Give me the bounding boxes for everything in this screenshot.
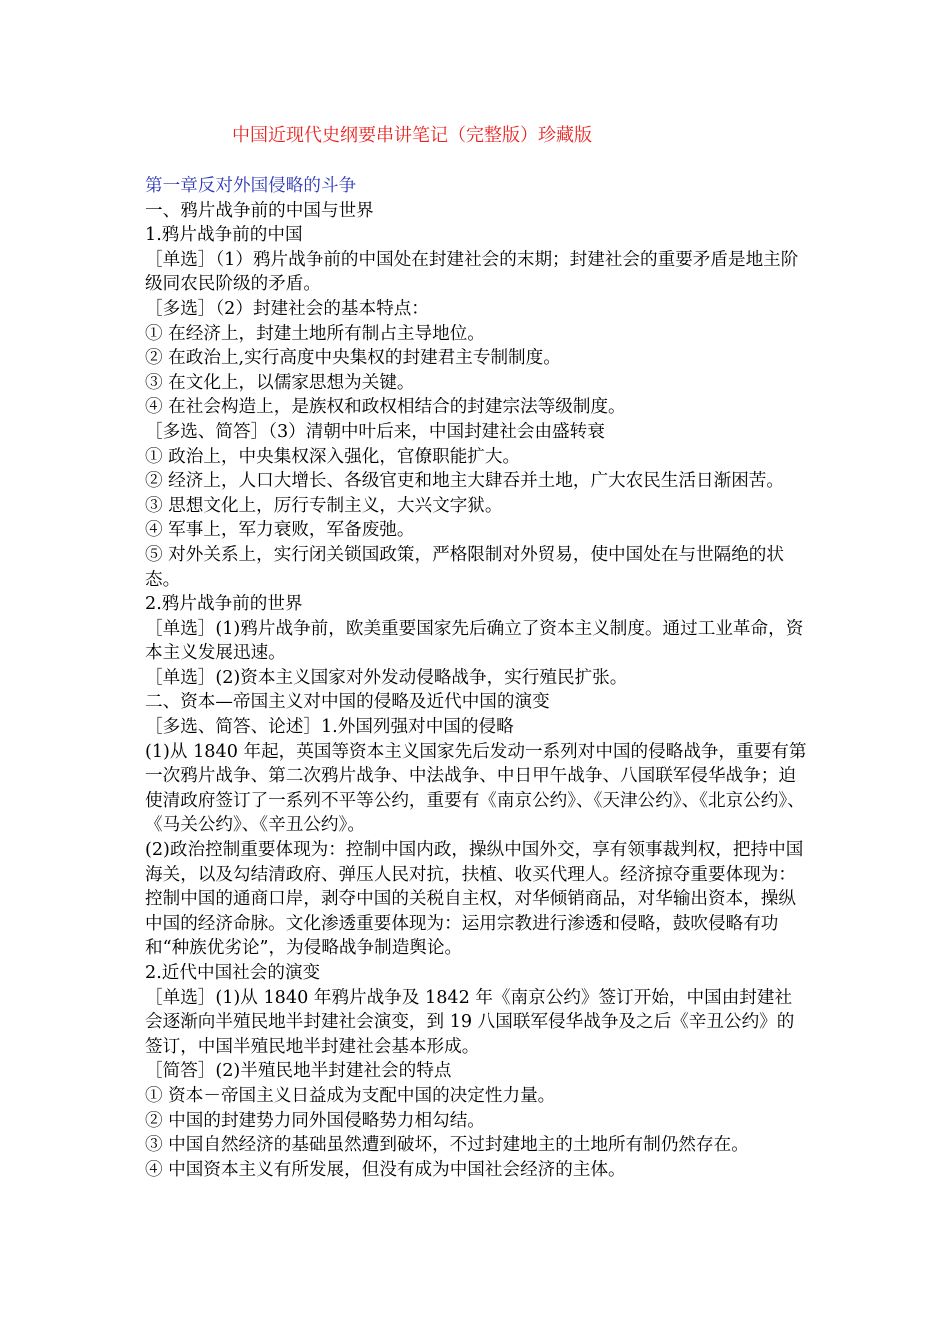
paragraph: ［简答］(2)半殖民地半封建社会的特点 <box>145 1061 452 1082</box>
subsection-heading: 1.鸦片战争前的中国 <box>145 225 303 246</box>
paragraph: ［单选］(1)从 1840 年鸦片战争及 1842 年《南京公约》签订开始，中国由封建社会逐渐向半殖民地半封建社会演变，到 19 八国联军侵华战争及之后《辛丑公约》的签订，中国半殖民地半封建社会基本形成。 <box>145 987 795 1057</box>
paragraph: ［多选、简答、论述］1.外国列强对中国的侵略 <box>145 717 514 738</box>
list-item: ③ 在文化上，以儒家思想为关键。 <box>145 372 415 393</box>
list-item: ② 在政治上,实行高度中央集权的封建君主专制制度。 <box>145 348 561 369</box>
list-item: ③ 中国自然经济的基础虽然遭到破坏，不过封建地主的土地所有制仍然存在。 <box>145 1135 749 1156</box>
subsection-heading: 2.鸦片战争前的世界 <box>145 594 303 615</box>
list-item: ② 经济上，人口大增长、各级官吏和地主大肆吞并土地，广大农民生活日渐困苦。 <box>145 471 784 492</box>
section-heading: 二、资本—帝国主义对中国的侵略及近代中国的演变 <box>145 692 550 713</box>
list-item: ② 中国的封建势力同外国侵略势力相勾结。 <box>145 1110 485 1131</box>
list-item: ① 资本－帝国主义日益成为支配中国的决定性力量。 <box>145 1085 556 1106</box>
list-item: ⑤ 对外关系上，实行闭关锁国政策，严格限制对外贸易，使中国处在与世隔绝的状态。 <box>145 544 784 590</box>
paragraph: ［单选］(2)资本主义国家对外发动侵略战争，实行殖民扩张。 <box>145 667 628 688</box>
list-item: ③ 思想文化上，厉行专制主义，大兴文字狱。 <box>145 495 503 516</box>
section-heading: 一、鸦片战争前的中国与世界 <box>145 200 374 221</box>
list-item: ④ 在社会构造上，是族权和政权相结合的封建宗法等级制度。 <box>145 397 626 418</box>
document-body <box>145 174 809 1182</box>
page-title: 中国近现代史纲要串讲笔记（完整版）珍藏版 <box>232 125 592 146</box>
paragraph: ［单选］(1)鸦片战争前，欧美重要国家先后确立了资本主义制度。通过工业革命，资本主义发展迅速。 <box>145 618 804 664</box>
list-item: ① 在经济上，封建土地所有制占主导地位。 <box>145 323 485 344</box>
list-item: ④ 军事上，军力衰败，军备废弛。 <box>145 520 415 541</box>
chapter-heading: 第一章反对外国侵略的斗争 <box>145 176 357 196</box>
paragraph: ［单选］（1）鸦片战争前的中国处在封建社会的末期；封建社会的重要矛盾是地主阶级同农民阶级的矛盾。 <box>145 249 799 295</box>
paragraph: ［多选］（2）封建社会的基本特点： <box>145 298 429 319</box>
list-item: ① 政治上，中央集权深入强化，官僚职能扩大。 <box>145 446 521 467</box>
paragraph: ［多选、简答］（3）清朝中叶后来，中国封建社会由盛转衰 <box>145 421 605 442</box>
paragraph: (1)从 1840 年起，英国等资本主义国家先后发动一系列对中国的侵略战争，重要有第一次鸦片战争、第二次鸦片战争、中法战争、中日甲午战争、八国联军侵华战争；迫使清政府签订了一系列不平等公约，重要有《南京公约》、《天津公约》、《北京公约》、《马关公约》、《辛丑公约》。 <box>145 741 807 836</box>
list-item: ④ 中国资本主义有所发展，但没有成为中国社会经济的主体。 <box>145 1159 626 1180</box>
subsection-heading: 2.近代中国社会的演变 <box>145 963 321 983</box>
paragraph: (2)政治控制重要体现为：控制中国内政，操纵中国外交，享有领事裁判权，把持中国海关，以及勾结清政府、弹压人民对抗，扶植、收买代理人。经济掠夺重要体现为：控制中国的通商口岸，剥夺中国的关税自主权，对华倾销商品，对华输出资本，操纵中国的经济命脉。文化渗透重要体现为：运用宗教进行渗透和侵略，鼓吹侵略有功和“种族优劣论”，为侵略战争制造舆论。 <box>145 840 804 959</box>
